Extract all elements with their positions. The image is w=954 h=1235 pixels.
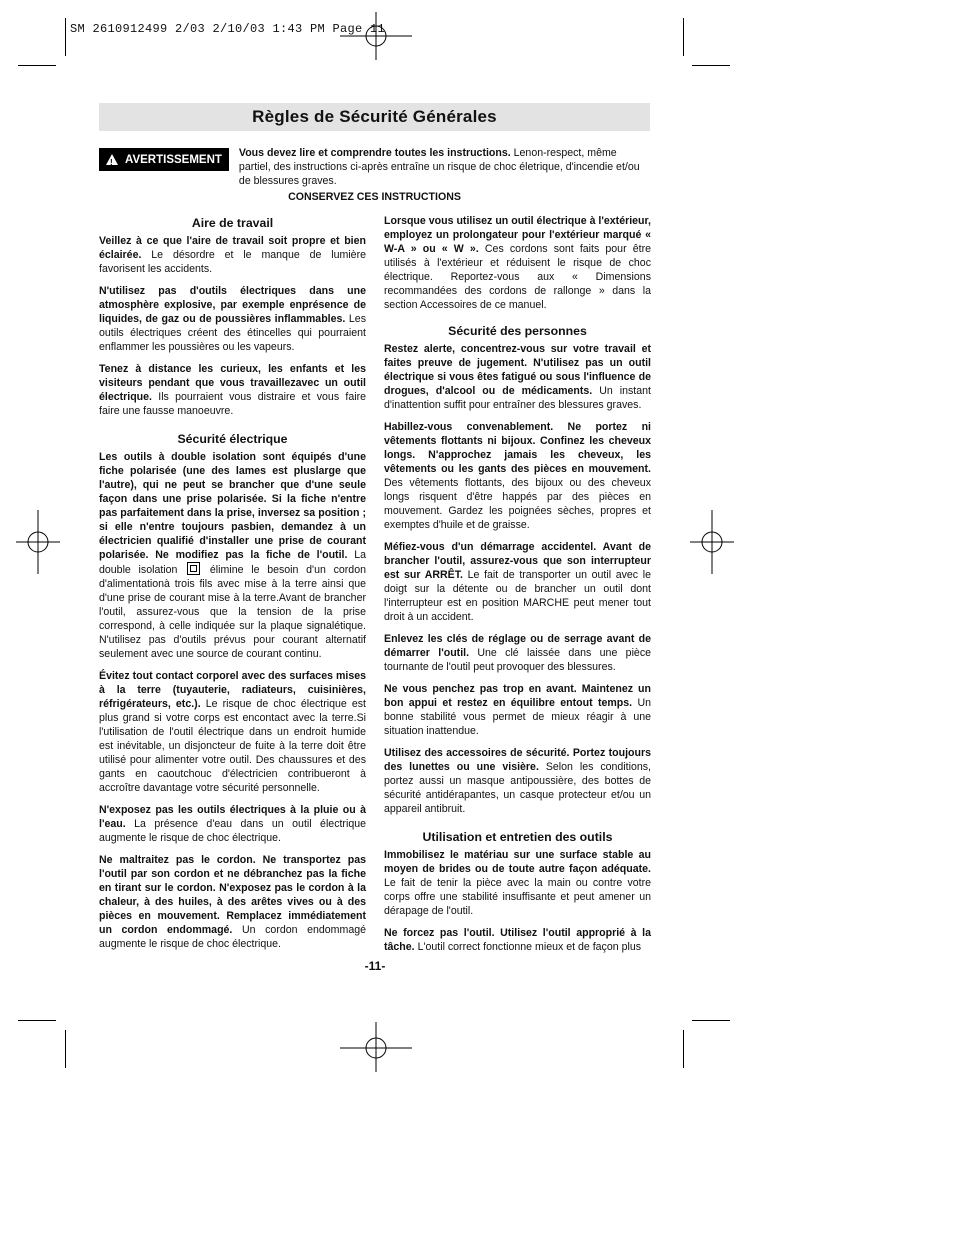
page-number: -11- [364,959,386,973]
warning-triangle-icon: ! [106,154,118,165]
paragraph: Ne vous penchez pas trop en avant. Maintenez un bon appui et restez en équilibre entout temps. Un bonne stabilité vous permet de mieux réagir à une situation inattendue. [384,683,651,737]
warning-text: Lenon-respect, même partiel, des instructions ci-après entraîne un risque de choc életrique, d'incendie et/ou de blessures graves. [238,147,640,187]
registration-mark-icon [340,1022,412,1072]
section-heading: Sécurité électrique [177,432,288,446]
crop-mark [683,18,684,56]
crop-mark [65,1030,66,1068]
registration-mark-icon [16,510,60,574]
warning-badge [99,148,229,171]
crop-mark [18,65,56,66]
page-title: Règles de Sécurité Générales [252,107,497,126]
paragraph: Évitez tout contact corporel avec des surfaces mises à la terre (tuyauterie, radiateurs, cuisinières, réfrigérateurs, etc.). Le risque de choc électrique est plus grand si votre corps est encontact avec la terre.Si l'utilisation de l'outil électrique dans un endroit humide est inévitable, un disjoncteur de fuite à la terre doit être utilisé pour alimenter votre outil. Des chaussures et des gants en caoutchouc d'électricien contribueront à accroître davantage votre sécurité personnelle. [99,670,366,794]
section-heading: Aire de travail [191,216,274,230]
section-heading: Utilisation et entretien des outils [422,830,613,844]
paragraph: Ne maltraitez pas le cordon. Ne transportez pas l'outil par son cordon et ne débranchez pas la fiche en tirant sur le cordon. N'exposez pas le cordon à la chaleur, à des huiles, à des arêtes vives ou à des pièces en mouvement. Remplacez immédiatement un cordon endommagé. Un cordon endommagé augmente le risque de choc électrique. [99,854,367,950]
paragraph: Ne forcez pas l'outil. Utilisez l'outil approprié à la tâche. L'outil correct fonctionne mieux et de façon plus [384,927,651,953]
registration-mark-icon [690,510,734,574]
paragraph: Méfiez-vous d'un démarrage accidentel. Avant de brancher l'outil, assurez-vous que son interrupteur est sur ARRÊT. Le fait de transporter un outil avec le doigt sur la détente ou de brancher un outil dont l'interrupteur est en position MARCHE peut mener tout droit à un accident. [384,541,652,623]
warning-lead: Vous devez lire et comprendre toutes les instructions. [238,147,511,159]
print-header: SM 2610912499 2/03 2/10/03 1:43 PM Page 11 [70,22,386,36]
crop-mark [683,1030,684,1068]
right-column [384,214,651,962]
crop-mark [18,1020,56,1021]
crop-mark [692,1020,730,1021]
paragraph: N'utilisez pas d'outils électriques dans une atmosphère explosive, par exemple enprésence de liquides, de gaz ou de poussières inflammables. Les outils électriques créent des étincelles qui pourraient enflammer les poussières ou les vapeurs. [99,285,366,353]
paragraph: Tenez à distance les curieux, les enfants et les visiteurs pendant que vous travaillezavec un outil électrique. Ils pourraient vous distraire et vous faire faire une fausse manoeuvre. [99,363,366,417]
section-heading: Sécurité des personnes [448,324,587,338]
conserve-heading: CONSERVEZ CES INSTRUCTIONS [288,191,461,203]
paragraph: Lorsque vous utilisez un outil électrique à l'extérieur, employez un prolongateur pour l'extérieur marqué « W-A » ou « W ». Ces cordons sont faits pour être utilisés à l'extérieur et réduisent le risque de choc électrique. Reportez-vous aux « Dimensions recommandées des cordons de rallonge » dans la section Accessoires de ce manuel. [384,215,651,311]
warning-block [99,146,650,188]
paragraph: Restez alerte, concentrez-vous sur votre travail et faites preuve de jugement. N'utilisez pas un outil électrique si vous êtes fatigué ou sous l'influence de drogues, d'alcool ou de médicaments. Un instant d'inattention suffit pour entraîner des blessures graves. [384,343,651,411]
double-insulation-icon [187,562,200,575]
left-column [99,214,366,959]
paragraph: N'exposez pas les outils électriques à la pluie ou à l'eau. La présence d'eau dans un outil électrique augmente le risque de choc électrique. [99,804,366,844]
warning-badge-label: AVERTISSEMENT [125,153,222,166]
paragraph: Les outils à double isolation sont équipés d'une fiche polarisée (une des lames est pluslarge que l'autre), qui ne peut se brancher que d'une seule façon dans une prise polarisée. Si la fiche n'entre pas parfaitement dans la prise, inversez sa position ; si elle n'entre toujours pasbien, demandez à un électricien qualifié d'installer une prise de courant polarisée. Ne modifiez pas la fiche de l'outil. La double isolation élimine le besoin d'un cordon d'alimentationà trois fils avec mise à la terre ainsi que d'une prise de courant mise à la terre.Avant de brancher l'outil, assurez-vous que la tension de la prise correspond, à celle indiquée sur la plaque signalétique. N'utilisez pas d'outils prévus pour courant alternatif seulement avec une source de courant continu. [99,451,366,660]
crop-mark [692,65,730,66]
paragraph: Veillez à ce que l'aire de travail soit propre et bien éclairée. Le désordre et le manque de lumière favorisent les accidents. [99,235,366,275]
paragraph: Habillez-vous convenablement. Ne portez ni vêtements flottants ni bijoux. Confinez les cheveux longs. N'approchez jamais les cheveux, les vêtements ou les gants des pièces en mouvement. Des vêtements flottants, des bijoux ou des cheveux longs risquent d'être happés par des pièces en mouvement. Gardez les poignées sèches, propres et exemptes d'huile et de graisse. [384,421,651,531]
crop-mark [65,18,66,56]
registration-mark-icon [340,12,412,60]
title-band [99,103,650,131]
paragraph: Utilisez des accessoires de sécurité. Portez toujours des lunettes ou une visière. Selon les conditions, portez aussi un masque antipoussière, des bottes de sécurité antidérapantes, un casque protecteur et/ou un appareil antibruit. [384,747,651,815]
paragraph: Enlevez les clés de réglage ou de serrage avant de démarrer l'outil. Une clé laissée dans une pièce tournante de l'outil peut provoquer des blessures. [384,633,652,673]
paragraph: Immobilisez le matériau sur une surface stable au moyen de brides ou de toute autre façon adéquate. Le fait de tenir la pièce avec la main ou contre votre corps offre une stabilité insuffisante et peut amener un dérapage de l'outil. [384,849,651,917]
